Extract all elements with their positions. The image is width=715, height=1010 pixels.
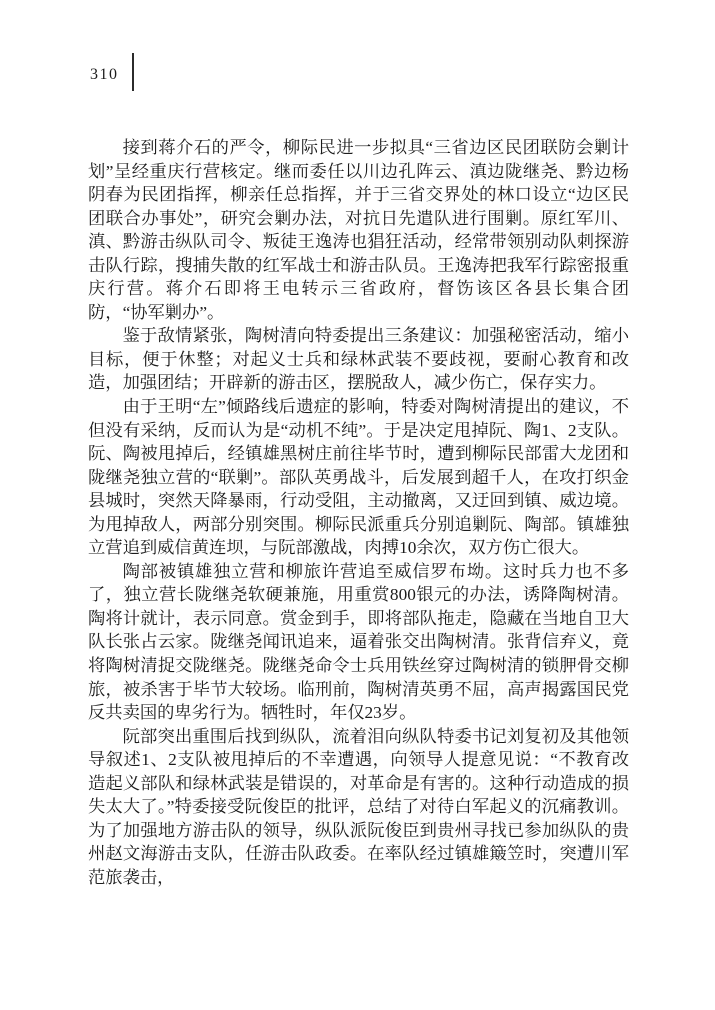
page-header — [90, 52, 134, 92]
paragraph: 陶部被镇雄独立营和柳旅许营追至威信罗布坳。这时兵力也不多了，独立营长陇继尧软硬兼施，用重赏800银元的办法，诱降陶树清。陶将计就计，表示同意。赏金到手，即将部队拖走，隐藏在当地自卫大队长张占云家。陇继尧闻讯追来，逼着张交出陶树清。张背信弃义，竟将陶树清捉交陇继尧。陇继尧命令士兵用铁丝穿过陶树清的锁胛骨交柳旅，被杀害于毕节大较场。临刑前，陶树清英勇不屈，高声揭露国民党反共卖国的卑劣行为。牺牲时，年仅23岁。 — [88, 561, 629, 723]
paragraph: 阮部突出重围后找到纵队，流着泪向纵队特委书记刘复初及其他领导叙述1、2支队被甩掉后的不幸遭遇，向领导人提意见说：“不教育改造起义部队和绿林武装是错误的，对革命是有害的。这种行动造成的损失太大了。”特委接受阮俊臣的批评，总结了对待白军起义的沉痛教训。为了加强地方游击队的领导，纵队派阮俊臣到贵州寻找已参加纵队的贵州赵文海游击支队，任游击队政委。在率队经过镇雄簸笠时，突遭川军范旅袭击， — [88, 726, 629, 887]
paragraph: 由于王明“左”倾路线后遗症的影响，特委对陶树清提出的建议，不但没有采纳，反而认为是“动机不纯”。于是决定甩掉阮、陶1、2支队。阮、陶被甩掉后，经镇雄黑树庄前往毕节时，遭到柳际民部雷大龙团和陇继尧独立营的“联剿”。部队英勇战斗，后发展到超千人，在攻打织金县城时，突然天降暴雨，行动受阻，主动撤离，又迂回到镇、威边境。为甩掉敌人，两部分别突围。柳际民派重兵分别追剿阮、陶部。镇雄独立营追到威信黄连坝，与阮部激战，肉搏10余次，双方伤亡很大。 — [88, 397, 629, 558]
page-text — [88, 136, 629, 890]
paragraph: 鉴于敌情紧张，陶树清向特委提出三条建议：加强秘密活动，缩小目标，便于休整；对起义士兵和绿林武装不要歧视，要耐心教育和改造，加强团结；开辟新的游击区，摆脱敌人，减少伤亡，保存实力。 — [88, 326, 629, 393]
page-number-divider — [132, 53, 134, 91]
paragraph: 接到蒋介石的严令，柳际民进一步拟具“三省边区民团联防会剿计划”呈经重庆行营核定。继而委任以川边孔阵云、滇边陇继尧、黔边杨阴春为民团指挥，柳亲任总指挥，并于三省交界处的林口设立“边区民团联合办事处”，研究会剿办法，对抗日先遣队进行围剿。原红军川、滇、黔游击纵队司令、叛徒王逸涛也猖狂活动，经常带领别动队刺探游击队行踪，搜捕失散的红军战士和游击队员。王逸涛把我军行踪密报重庆行营。蒋介石即将王电转示三省政府，督饬该区各县长集合团防，“协军剿办”。 — [88, 138, 629, 322]
page-number: 310 — [90, 66, 119, 83]
